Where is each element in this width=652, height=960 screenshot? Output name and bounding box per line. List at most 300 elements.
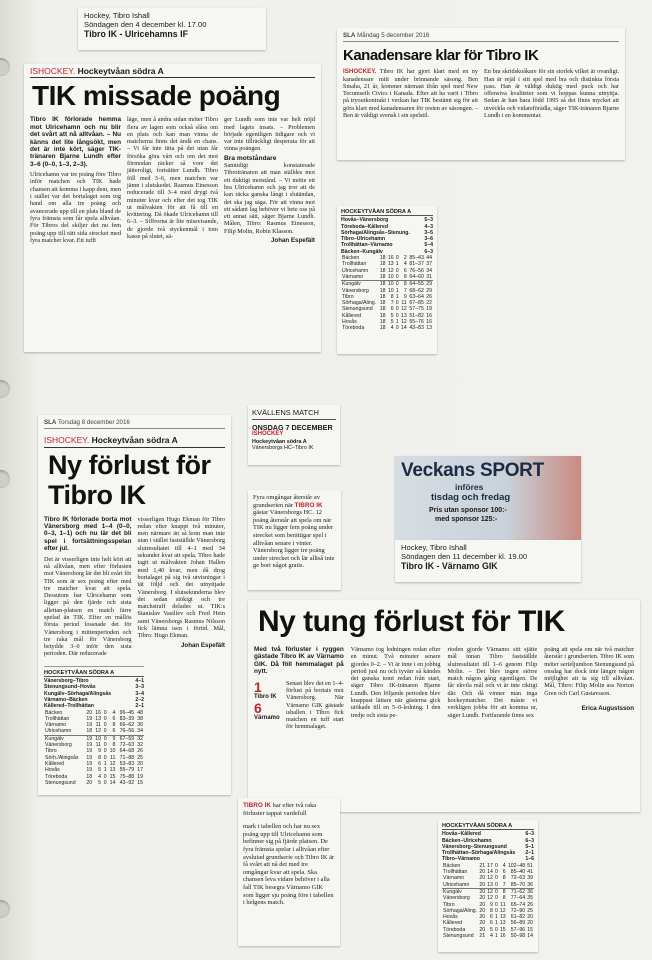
team-name: Ulricehamn	[342, 267, 369, 274]
table-cell: 26	[137, 748, 143, 755]
table-cell: 36	[137, 722, 143, 729]
table-cell: 57–96	[510, 926, 526, 933]
table-cell: 4	[403, 261, 407, 268]
table-cell: 61–82	[510, 914, 526, 921]
table-cell: 96–45	[119, 709, 135, 716]
table-cell: 6	[490, 920, 493, 927]
table-cell: 20	[527, 920, 533, 927]
table-cell: 5	[390, 319, 394, 326]
ad-brand-b: SPORT	[479, 460, 544, 481]
article4-bottom-team: TIBRO IK	[243, 802, 272, 809]
table-cell: 11	[95, 722, 102, 729]
article3-headline: Ny förlust för Tibro IK	[48, 449, 211, 510]
game-box-top	[78, 8, 266, 50]
table-cell: 32	[137, 742, 143, 749]
table-row	[44, 735, 144, 742]
team-name: Trollhättan	[45, 715, 70, 722]
article3-section: ISHOCKEY.	[44, 435, 90, 446]
table-cell: 14	[527, 933, 533, 940]
table-cell: 4	[502, 862, 506, 869]
table-row	[442, 882, 534, 889]
result-score: 4–1	[135, 678, 144, 685]
table-cell: 17	[487, 862, 493, 869]
table-cell: 7	[403, 287, 407, 294]
table-row	[341, 274, 433, 281]
table-cell: 20	[527, 914, 533, 921]
table-cell: 13	[95, 715, 102, 722]
table-cell: 19	[86, 767, 93, 774]
table-cell: 21	[479, 862, 486, 869]
table-cell: 1	[103, 767, 107, 774]
table-cell: 8	[502, 875, 506, 882]
table-cell: 16	[95, 709, 102, 716]
table-left-standings	[44, 710, 144, 787]
table-cell: 19	[137, 773, 143, 780]
table-cell: 50–98	[510, 933, 526, 940]
team-name: Sörhaga/Aling.	[342, 300, 377, 307]
table-cell: 22	[426, 300, 432, 307]
table-cell: 12	[487, 888, 493, 895]
table-cell: 1	[103, 760, 107, 767]
table-cell: 20	[137, 760, 143, 767]
table-cell: 34	[135, 728, 144, 735]
table-cell: 6	[490, 914, 493, 921]
article1-kicker	[30, 68, 315, 75]
table-cell: 8	[390, 293, 394, 300]
table-cell: 1	[494, 920, 498, 927]
preview-text-b: gästar Vänersborgs HC. 12 poäng återstår att spela om när TIK nu ligger fem poäng under strecket som berättigar spel i alltvåan senare i vinter. Vänersborg ligger tre poäng under strecket och lär alltså inte ge bort något gratis.	[253, 509, 335, 570]
table-cell: 4	[98, 773, 102, 780]
article3-date: Torsdag 8 december 2016	[57, 419, 130, 426]
result-match: Bäcken–Kungälv	[341, 248, 383, 255]
article4-bottom-a: har efter två raka förluster tappat vardefull	[243, 802, 317, 817]
table-cell: 13	[487, 881, 493, 888]
table-cell: 4	[390, 325, 394, 332]
table-cell: 26	[527, 901, 533, 908]
table-cell: 6	[403, 267, 407, 274]
table-cell: 25	[137, 754, 143, 761]
table-cell: 7	[499, 882, 507, 889]
result-score: 3–3	[135, 684, 144, 691]
table-cell: 10	[387, 273, 394, 280]
result-match: Tibro–Ulricehamn	[341, 236, 386, 243]
table-cell: 63–64	[409, 293, 424, 300]
team-name: Sörh./Alingsås	[45, 754, 79, 761]
standings-table-bottom	[438, 820, 538, 952]
article1-col3b: Samtidigt konstaterade Tibrotränaren att man ställdes mot ett duktigt motstånd. – Vi mötte ett bra Ulricehamn och jag tror att de kan räcka ganska långt i slutändan, det ska jag säga. För att vinna mot ett sådant lag behöver vi bete oss på ett annat sätt, säger Bjarne Lundh. Målen, Tibro: Rasmus Einesson, Filip Molin, Robin Klasson.	[224, 162, 315, 235]
table-cell: 18	[379, 261, 386, 268]
table-cell: 0	[395, 325, 399, 332]
table-cell: 85–70	[507, 882, 526, 889]
article3-byline: Johan Espefält	[180, 641, 225, 649]
article4-col4: poäng att spela om när två matcher återstår i grundserien. Tibro IK som möter serieljumbon Stenungsund på onsdag har dock inte längre någon möjlighet att ta sig till alltvåan. Mål, Tibro: Filip Molin ass Norton Gren och Carl Gustavsson.	[544, 646, 634, 697]
table-cell: 0	[494, 869, 498, 876]
table-cell: 0	[494, 895, 498, 902]
table-cell: 0	[395, 312, 399, 319]
article4-lead: Med två förluster i ryggen gästade Tibro IK av Värnamo GIK. Då föll hemmalaget på nytt.	[254, 646, 344, 676]
table-cell: 1	[494, 914, 498, 921]
article1-col1: Ulricehamn var tre poäng före Tibro inför matchen och TIK hade chansen att komma i kapp dem, men i stället var det bortalaget som tog hand om alla tre poäng och avancerade upp till en plats bland de fyra främsta som får spela alltvåan. För Tibros del skiljer det nu fem poäng upp till rätt sida strecket med fyra matcher kvar. Ett tufft	[30, 171, 121, 244]
table-cell: 20	[479, 895, 486, 902]
table-cell: 20	[479, 907, 486, 914]
veckans-sport-ad	[395, 456, 581, 540]
table-cell: 85–43	[409, 255, 424, 262]
result-match: Trollhättan–Sörhaga/Alingsås	[442, 850, 516, 857]
ad-line2: tisdag och fredag	[431, 492, 511, 503]
table-cell: 15	[527, 926, 533, 933]
table-row	[442, 933, 534, 939]
table-cell: 11	[110, 754, 116, 761]
table-cell: 13	[499, 920, 506, 927]
team-name: Töreboda	[443, 926, 466, 933]
table-cell: 20	[479, 888, 486, 895]
table-cell: 0	[395, 255, 399, 262]
table-cell: 12	[400, 319, 407, 326]
table-cell: 64–68	[119, 748, 135, 755]
table-cell: 0	[494, 888, 498, 895]
table-cell: 32	[137, 735, 143, 742]
kvallens-league: Hockeytvåan södra A	[252, 438, 307, 445]
result-score: 6–3	[424, 248, 433, 255]
table-cell: 21	[479, 933, 486, 940]
article-kanadensare	[337, 28, 625, 160]
result-score: 2–2	[135, 696, 144, 703]
result-score: 5–1	[525, 843, 534, 850]
binder-hole	[0, 380, 10, 398]
article1-subheading: Bra motståndare	[224, 154, 277, 162]
result-score: 2–1	[135, 703, 144, 710]
article4-col2: Värnamo tog ledningen redan efter en minut. Två minuter senare gjordes 0–2. – Vi är inne i en jobbig period just nu och tyvärr så kändes det ganska tomt redan från start, säger Tibro IK-tränaren Bjarne Lundh. Den följande perioden blev knappast lättare när gästerna gick utökade till en 5–0-ledning. I den tredje och sista pe-	[350, 646, 441, 719]
result-match: Hovås–Kållered	[442, 831, 481, 838]
article1-league: Hockeytvåan södra A	[77, 66, 164, 76]
article4-sidebar-note	[238, 798, 340, 946]
result-match: Stenungsund–Hovås	[44, 684, 96, 691]
table-row	[44, 728, 144, 735]
table-cell: 12	[387, 267, 394, 274]
binder-hole	[0, 470, 10, 488]
table-cell: 72–63	[119, 742, 135, 749]
table-cell: 8	[400, 274, 408, 281]
table-cell: 85–40	[510, 869, 526, 876]
team-name: Ulricehamn	[44, 728, 84, 735]
table-cell: 0	[494, 901, 498, 908]
table-cell: 18	[379, 306, 386, 313]
score-varnamo: 6	[254, 699, 262, 716]
ad-price1: Pris utan sponsor 100:-	[429, 507, 507, 514]
table-cell: 51–82	[409, 312, 424, 319]
table-cell: 16	[499, 933, 506, 940]
ad-brand-a: Veckans	[401, 460, 475, 481]
article2-date: Måndag 5 december 2016	[357, 32, 430, 39]
article-ny-tung-forlust	[248, 600, 640, 812]
table-cell: 20	[479, 926, 486, 933]
table-cell: 37	[426, 261, 432, 268]
table-cell: 0	[103, 722, 107, 729]
table-cell: 4	[490, 933, 493, 940]
table-cell: 19	[86, 754, 93, 761]
table-cell: 81–37	[409, 261, 424, 268]
table-cell: 12	[487, 875, 493, 882]
table-row	[44, 780, 144, 786]
table-cell: 18	[379, 319, 386, 326]
table-cell: 56–89	[510, 920, 526, 927]
table-cell: 72–63	[510, 875, 526, 882]
table-cell: 0	[103, 773, 107, 780]
game-box-match: Tibro IK - Ulricehamns IF	[84, 29, 188, 39]
table-cell: 15	[499, 926, 506, 933]
team-name: Värnamo	[341, 274, 378, 281]
table-cell: 8	[502, 888, 506, 895]
table-cell: 53–83	[119, 760, 135, 767]
table-cell: 8	[112, 742, 116, 749]
table-cell: 1	[395, 287, 399, 294]
table-cell: 71–62	[510, 888, 526, 895]
table-cell: 10	[109, 748, 116, 755]
table-cell: 31	[426, 273, 432, 280]
article3-lead: Tibro IK förlorade borta mot Vänersborg med 1–4 (0–0, 0–3, 1–1) och nu lär det bli spel i fortsättningsspelan efter jul.	[44, 515, 132, 553]
team-name: Sörhaga/Aling.	[443, 907, 478, 914]
game-box-right-match: Tibro IK - Värnamo GIK	[401, 561, 498, 571]
table-cell: 8	[502, 895, 506, 902]
article4-headline: Ny tung förlust för TIK	[258, 605, 565, 638]
team-name: Kungälv	[443, 888, 462, 895]
table-cell: 8	[112, 722, 116, 729]
table-row	[341, 325, 433, 331]
article4-byline: Erica Augustsson	[581, 705, 634, 713]
table-cell: 64–55	[409, 281, 424, 288]
result-score: 4–3	[424, 223, 433, 230]
table-cell: 6	[390, 306, 394, 313]
team-name: Hovås	[45, 767, 60, 774]
game-box-right-venue: Hockey, Tibro Ishall	[401, 543, 467, 552]
team-name: Tibro	[45, 748, 57, 755]
result-match: Värnamo–Bäcken	[44, 696, 88, 703]
table-cell: 65–74	[510, 901, 526, 908]
table-cell: 0	[494, 907, 498, 914]
team-name: Kållered	[443, 920, 463, 927]
team-name: Ulricehamn	[442, 882, 478, 889]
article1-section: ISHOCKEY.	[30, 66, 76, 76]
binder-hole	[0, 900, 10, 918]
table-cell: 5	[98, 779, 102, 786]
table-cell: 20	[86, 779, 93, 786]
table-cell: 18	[379, 287, 386, 294]
table-cell: 18	[379, 281, 386, 288]
table-cell: 20	[479, 901, 486, 908]
table-row	[442, 875, 534, 881]
table-cell: 1	[395, 319, 399, 326]
article-tik-missade-poang	[24, 64, 321, 352]
team-name: Stenungsund	[45, 779, 76, 786]
table-cell: 5	[390, 312, 394, 319]
table-cell: 5	[98, 767, 102, 774]
table-cell: 64–60	[409, 273, 424, 280]
table-cell: 13	[387, 261, 394, 268]
table-row	[341, 281, 433, 288]
table-row	[442, 888, 534, 895]
table-cell: 19	[86, 760, 93, 767]
table-cell: 0	[395, 273, 399, 280]
table-cell: 6	[108, 728, 117, 735]
table-cell: 14	[109, 779, 116, 786]
team-name: Tibro	[443, 901, 455, 908]
article2-kicker: ISHOCKEY.	[343, 68, 377, 76]
ad-brand	[401, 460, 575, 482]
table-cell: 29	[426, 287, 432, 294]
table-cell: 36	[527, 888, 533, 895]
table-cell: 18	[379, 312, 386, 319]
table-cell: 43–83	[409, 325, 424, 332]
table-cell: 67–59	[119, 735, 135, 742]
table-cell: 5	[490, 926, 493, 933]
table-cell: 17	[137, 767, 143, 774]
table-cell: 0	[103, 742, 107, 749]
table-cell: 67–85	[409, 300, 424, 307]
team-name: Töreboda	[342, 325, 365, 332]
team-name: Bäcken	[342, 255, 360, 262]
team-name: Töreboda	[45, 773, 68, 780]
table-cell: 44	[426, 255, 432, 262]
table-cell: 19	[426, 306, 432, 313]
article2-col2: En bra skridskoåkare för sin storlek vilket är ovanligt. Han är rejäl i sitt spel med bra och distinkta första pass. Han är väldigt duktig med puck och har offensiva kvaliteter som vi hoppas kunna utnyttja. Sedan är han bara född 1995 så det finns mycket att utveckla och vidareförädla, säger TIK-tränaren Bjarne Lundh i en kommentar.	[484, 68, 619, 120]
table-cell: 13	[109, 767, 116, 774]
table-cell: 9	[98, 748, 102, 755]
table-cell: 11	[95, 742, 102, 749]
table-cell: 75–88	[119, 773, 135, 780]
result-score: 3–6	[424, 236, 433, 243]
article1-col2: läge, men å andra sidan möter Tibro flera av lagen som också slåss om en plats och kan man vinna de matcherna finns det ändå en chans. – Vi får inte titta på det utan får försöka göra vårt och om det mot förmodan räcker så vore det jätteroligt, fortsätter Lundh. Tibro föll med 3–6, men matchen var jämn i slutskedet. Rasmus Einesson reducerade till 3–4 med drygt två minuter kvar och efter det tog TIK ut målvakten för att få till en kvittering. Då ökade Ulricehamn till 6–3. – Siffrorna är lite missvisande, de gjorde två styckenmål i tom kasse på slutet, sä-	[127, 116, 218, 241]
table-cell: 20	[479, 914, 486, 921]
team-name: Hovås	[443, 914, 458, 921]
kvallens-date: ONSDAG 7 DECEMBER	[252, 423, 333, 432]
article3-dateline	[44, 419, 225, 429]
table-cell: 11	[500, 901, 506, 908]
table-cell: 0	[494, 862, 498, 869]
table-cell: 36	[527, 881, 533, 888]
table-cell: 18	[379, 273, 386, 280]
table-cell: 20	[86, 709, 93, 716]
table-top-results	[341, 217, 433, 255]
table-cell: 102–48	[507, 862, 526, 869]
result-match: Sörhaga/Alingsås–Stenung.	[341, 229, 410, 236]
binder-hole	[0, 58, 10, 76]
table-cell: 12	[487, 895, 493, 902]
result-match: Kungälv–Sörhaga/Alingsås	[44, 690, 112, 697]
result-match: Vänersborg–Tibro	[44, 678, 89, 685]
team-name: Kållered	[342, 312, 362, 319]
game-box-right	[395, 540, 581, 582]
team-name: Tibro	[342, 293, 354, 300]
result-score: 5–3	[424, 217, 433, 224]
article3-league: Hockeytvåan södra A	[91, 435, 178, 446]
table-cell: 57–75	[409, 306, 424, 313]
article3-source: SLA	[44, 419, 57, 426]
article2-col1: Tibro IK har gjort klart med en ny kanadensare mitt under brinnande säsong. Ben Smaha, 21 år, kommer närmast ifrån spel med New Tecumseth Civics i Kanada. Efter att ha varit i Tibro på tryoutkontrakt i veckan har TIK bestämt sig för att göra klart med kanadensaren för resten av säsongen. – Ben är väldigt svensk i sin spelstil.	[343, 68, 478, 120]
result-match: Kållered–Trollhättan	[44, 703, 94, 710]
article2-source: SLA	[343, 32, 356, 39]
table-cell: 68–62	[409, 287, 424, 294]
article1-col3a: ger Lundh som inte var helt nöjd med lagets insats. – Problemen började egentligen tidigare och vi var inte tillräckligt desperata för att vinna poängen.	[224, 116, 315, 153]
result-score: 3–4	[135, 690, 144, 697]
table-cell: 25	[527, 907, 533, 914]
team-name: Värnamo	[45, 722, 67, 729]
table-cell: 12	[93, 728, 102, 735]
kvallens-kicker: ISHOCKEY	[252, 431, 284, 438]
team-name: Kållered	[45, 760, 65, 767]
article1-headline: TIK missade poäng	[32, 80, 281, 112]
kvallens-label: KVÄLLENS MATCH	[252, 408, 336, 420]
table-cell: 0	[103, 728, 107, 735]
table-cell: 18	[379, 267, 386, 274]
result-score: 2–1	[525, 850, 534, 857]
table-cell: 66–62	[119, 722, 135, 729]
result-score: 3–5	[424, 229, 433, 236]
result-score: 5–4	[424, 242, 433, 249]
table-cell: 18	[379, 300, 386, 307]
team-name: Hovås	[342, 319, 357, 326]
table-cell: 26	[426, 293, 432, 300]
table-cell: 6	[112, 715, 116, 722]
table-cell: 2	[403, 255, 407, 262]
table-cell: 20	[479, 869, 486, 876]
table-cell: 0	[395, 306, 399, 313]
table-cell: 16	[387, 255, 394, 262]
table-cell: 10	[95, 735, 102, 742]
table-cell: 13	[426, 325, 432, 332]
table-cell: 19	[86, 722, 93, 729]
table-cell: 0	[103, 779, 107, 786]
table-cell: 0	[103, 754, 107, 761]
table-left-results	[44, 678, 144, 709]
table-cell: 0	[103, 748, 107, 755]
table-top-title: HOCKEYTVÅAN SÖDRA A	[341, 209, 433, 216]
article4-bottom-b: mark i tabellen och har nu sex poäng upp till Ulricehamn som befinner sig på fjärde platsen. De fyra främsta spelar i alltvåan efter avslutad grundserie och Tibro IK är få svårt att nå det med tre omgångar kvar att spela. Ska chansen leva vidare behöver i alla fall TIK besegra Värnamo GIK som ligger sju poäng före i tabellen i helgens match.	[243, 823, 335, 907]
article2-dateline	[343, 32, 619, 42]
table-cell: 0	[395, 300, 399, 307]
table-bottom-title: HOCKEYTVÅAN SÖDRA A	[442, 823, 534, 830]
table-cell: 13	[400, 312, 407, 319]
table-cell: 76–56	[116, 728, 135, 735]
table-cell: 9	[112, 735, 116, 742]
table-cell: 18	[379, 255, 386, 262]
team-name: Stenungsund	[342, 306, 373, 313]
table-cell: 29	[426, 281, 432, 288]
score-team-varnamo: Värnamo	[254, 714, 280, 721]
table-cell: 83–39	[119, 715, 135, 722]
article3-col1: Det är visserligen inte helt kört att nå alltvåan, men efter förlusten mot Vänersborg lär det bli svårt för TIK som är sex poäng efter med tre matcher kvar att spela. Dessutom har Ulricehamn som ligger på den fjärde och sista allettan-platsen en match färre spelad än TIK. Efter en mållös första period lossnade det för Vänersborg i mittenperioden och tre raka mål för Vänersborg betydde 3–0 inför den sista perioden. Där reducerade	[44, 555, 132, 658]
table-cell: 18	[84, 728, 93, 735]
team-name: Vänersborg	[45, 742, 72, 749]
table-cell: 12	[400, 306, 407, 313]
table-cell: 14	[400, 325, 407, 332]
table-cell: 0	[494, 881, 498, 888]
result-match: Vänersborg–Stenungsund	[442, 843, 507, 850]
preview-text-a: Fyra omgångar återstår av grundserien när	[253, 494, 320, 509]
table-cell: 8	[98, 754, 102, 761]
table-cell: 0	[395, 267, 399, 274]
result-score: 1–6	[525, 856, 534, 863]
kvallens-match: Vänersborgs HC–Tibro IK	[252, 444, 314, 451]
table-cell: 19	[86, 748, 93, 755]
game-box-venue: Hockey, Tibro Ishall	[84, 11, 150, 20]
table-cell: 1	[494, 933, 498, 940]
team-name: Bäcken	[45, 709, 63, 716]
table-cell: 8	[490, 907, 493, 914]
table-cell: 4	[112, 709, 116, 716]
team-name: Stenungsund	[443, 933, 474, 940]
article1-lead: Tibro IK förlorade hemma mot Ulricehamn och nu blir det svårt att nå alltvåan. – Nu känns det lite långsökt, men det är inte kört, säger TIK-tränaren Bjarne Lundh efter 3–6 (0–0, 1–3, 2–3).	[30, 116, 121, 168]
table-cell: 39	[527, 875, 533, 882]
